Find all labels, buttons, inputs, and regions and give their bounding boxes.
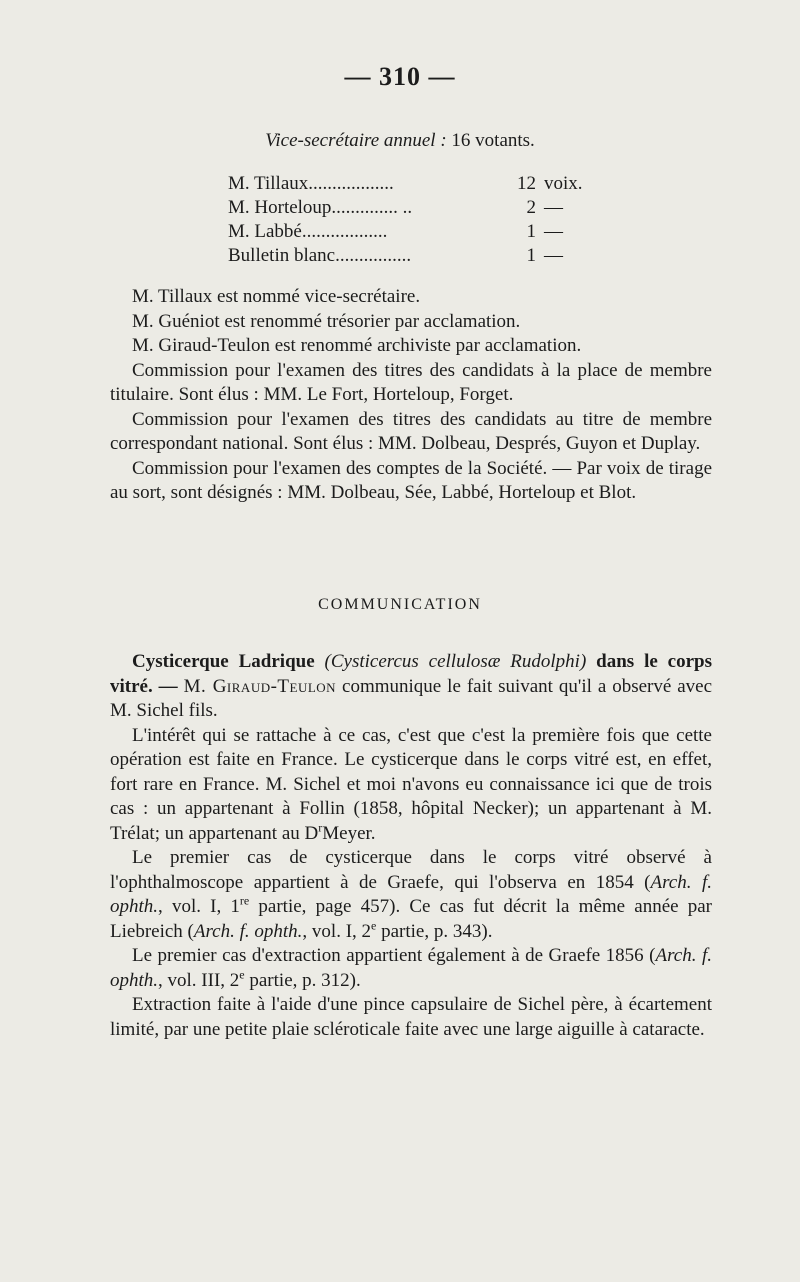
vote-row <box>228 244 588 268</box>
vote-unit: — <box>544 245 563 266</box>
vote-count: 1 <box>526 221 536 242</box>
species-name: (Cysticercus cellulosæ Rudolphi) <box>324 651 587 672</box>
communication-title-rest: dans le corps vitré. — <box>110 651 712 697</box>
section-title: COMMUNICATION <box>318 596 482 613</box>
paragraph-text: Meyer. <box>322 822 376 844</box>
candidate-name: Bulletin blanc................ <box>228 245 412 266</box>
intro-text: communique le fait suivant qu'il a observé avec M. Sichel fils. <box>110 675 713 721</box>
vote-row <box>228 196 588 220</box>
candidate-name: M. Tillaux.................. <box>228 173 394 194</box>
paragraph <box>110 846 712 944</box>
page-number: — 310 — <box>344 62 456 91</box>
paragraph: Commission pour l'examen des titres des candidats à la place de membre titulaire. Sont élus : MM. Le Fort, Horteloup, Forget. <box>110 359 712 405</box>
citation: Arch. f. ophth. <box>193 920 303 942</box>
vote-count: 2 <box>526 197 536 218</box>
vote-unit: voix. <box>544 173 583 194</box>
vote-count: 1 <box>526 245 536 266</box>
vote-row <box>228 172 588 196</box>
paragraph-text: partie, p. 343). <box>376 920 493 942</box>
superscript: r <box>318 820 323 835</box>
citation: Arch. f. ophth. <box>110 945 712 991</box>
candidate-name: M. Horteloup.............. .. <box>228 197 413 218</box>
paragraph <box>110 724 712 847</box>
superscript: e <box>371 918 377 933</box>
communication-title: Cysticerque Ladrique <box>132 651 315 672</box>
paragraph-text: , vol. III, 2 <box>158 969 240 991</box>
vote-heading-count: 16 votants. <box>451 130 535 151</box>
paragraph <box>110 944 712 993</box>
paragraph: Commission pour l'examen des comptes de la Société. — Par voix de tirage au sort, sont désignés : MM. Dolbeau, Sée, Labbé, Horteloup et Blot. <box>110 457 712 503</box>
vote-unit: — <box>544 221 563 242</box>
paragraph-text: , vol. I, 2 <box>302 920 372 942</box>
vote-heading-title: Vice-secrétaire annuel : <box>265 130 447 151</box>
vote-unit: — <box>544 197 563 218</box>
paragraph: Commission pour l'examen des titres des candidats au titre de membre correspondant national. Sont élus : MM. Dolbeau, Després, Guyon et Duplay. <box>110 408 712 454</box>
author-name: M. Giraud-Teulon <box>183 675 337 697</box>
paragraph: M. Giraud-Teulon est renommé archiviste par acclamation. <box>132 335 582 356</box>
candidate-name: M. Labbé.................. <box>228 221 388 242</box>
paragraph: Extraction faite à l'aide d'une pince capsulaire de Sichel père, à écartement limité, par une petite plaie scléroticale faite avec une large aiguille à cataracte. <box>110 994 712 1040</box>
communication-intro <box>110 650 712 724</box>
vote-results-table <box>228 172 588 268</box>
paragraph-text: L'intérêt qui se rattache à ce cas, c'est que c'est la première fois que cette opération est faite en France. Le cysticerque dans le corps vitré est, en effet, fort rare en France. M. Sichel et moi n'avons eu connaissance ici que de trois cas : un appartenant à Follin (1858, hôpital Necker); un appartenant à M. Trélat; un appartenant au <box>110 724 712 844</box>
paragraph-text: partie, page 457). Ce cas fut décrit la même année par Liebreich ( <box>110 896 712 942</box>
vote-count: 12 <box>517 173 536 194</box>
paragraph: M. Tillaux est nommé vice-secrétaire. <box>132 286 421 307</box>
minutes-section <box>110 285 712 506</box>
citation: Arch. f. ophth. <box>110 871 712 917</box>
communication-section <box>110 650 712 1042</box>
paragraph-text: Le premier cas d'extraction appartient également à de Graefe 1856 ( <box>132 945 656 966</box>
paragraph: M. Guéniot est renommé trésorier par acclamation. <box>132 310 521 332</box>
vote-heading <box>0 130 800 152</box>
vote-row <box>228 220 588 244</box>
paragraph-text: partie, p. 312). <box>244 969 361 991</box>
doctor-abbrev: D <box>304 822 319 844</box>
paragraph-text: , vol. I, 1 <box>158 896 240 917</box>
superscript: re <box>239 893 250 908</box>
paragraph-text: Le premier cas de cysticerque dans le corps vitré observé à l'ophthalmoscope appartient à de Graefe, qui l'observa en 1854 ( <box>110 847 712 893</box>
superscript: e <box>239 967 245 982</box>
